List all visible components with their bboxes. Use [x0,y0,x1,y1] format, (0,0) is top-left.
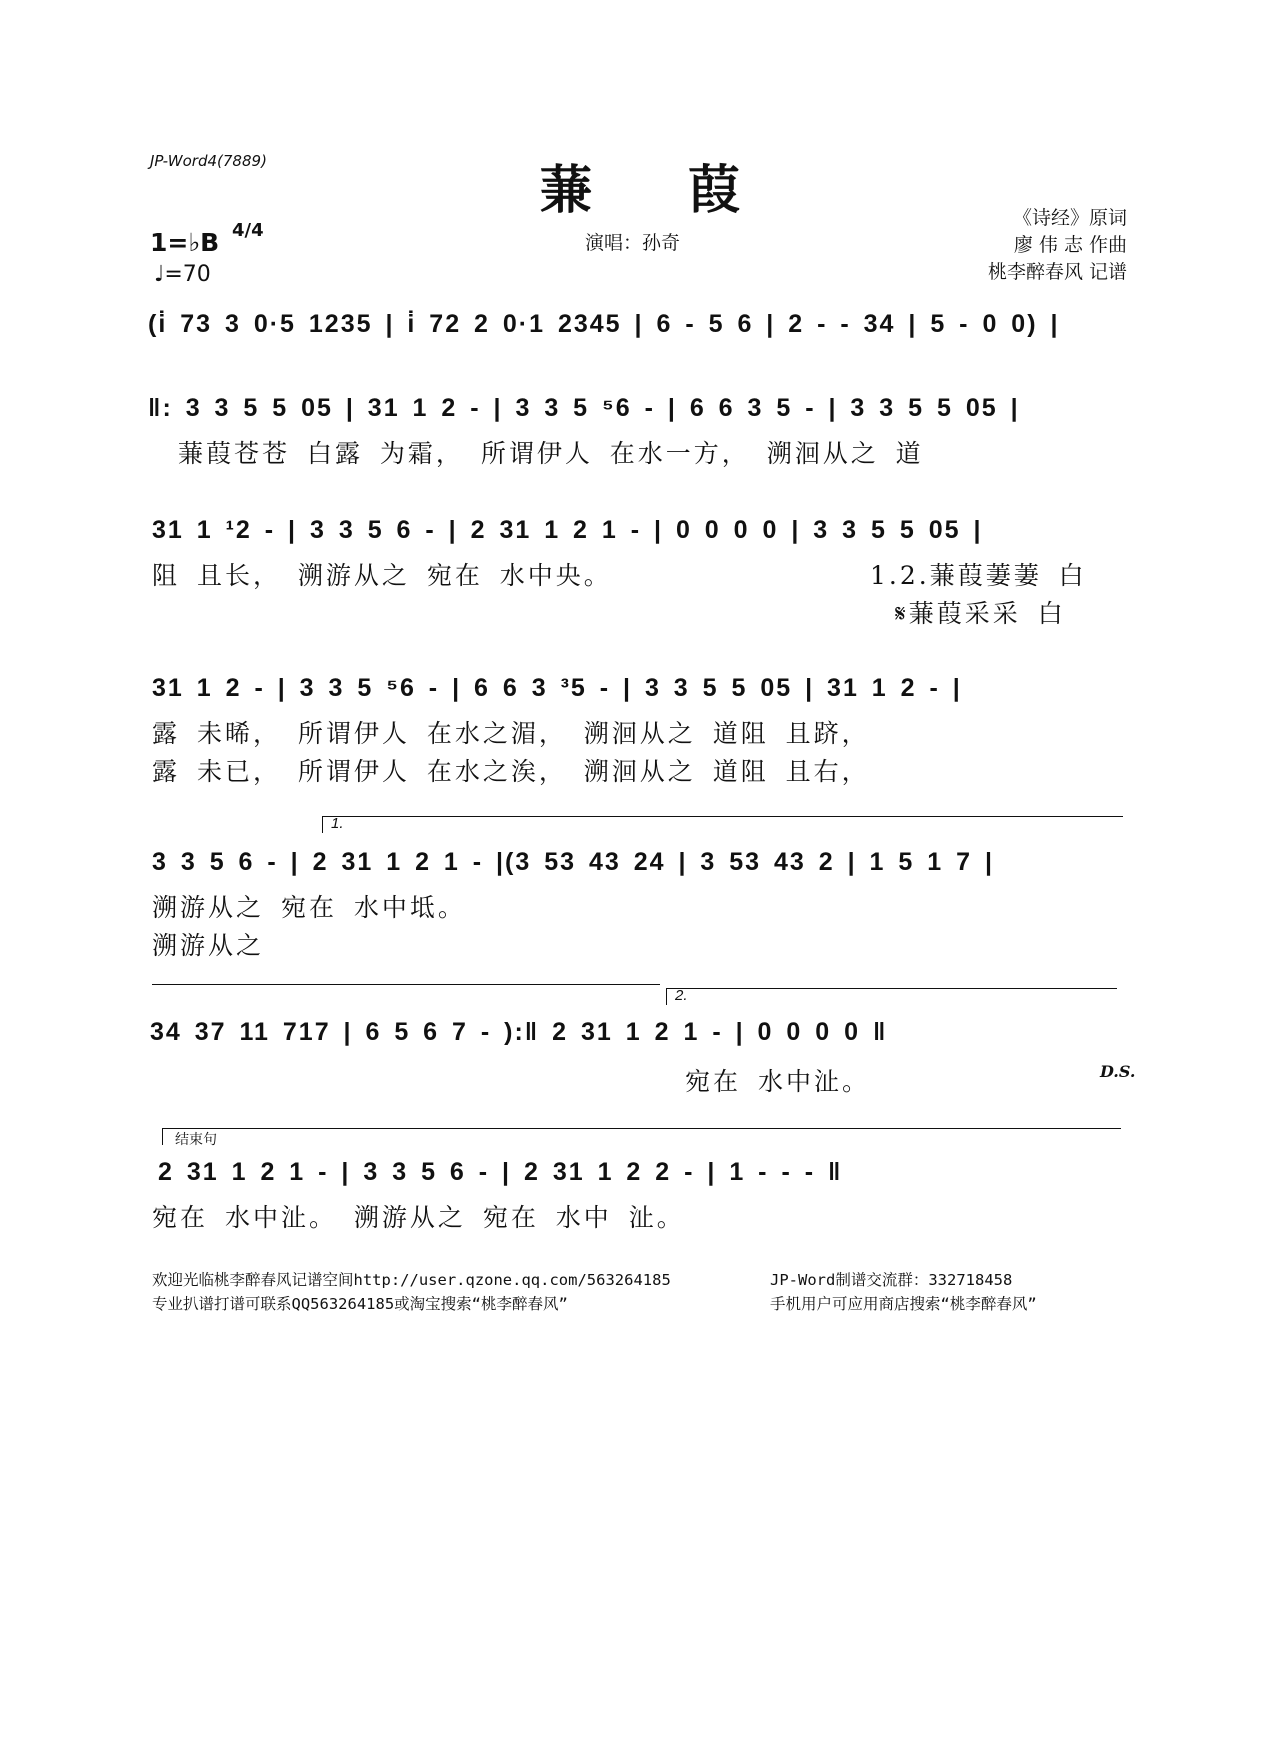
footer-contact: 专业扒谱打谱可联系QQ563264185或淘宝搜索“桃李醉春风” [152,1295,568,1313]
score-line-3-notes: 31 1 ¹2 - | 3 3 5 6 - | 2 31 1 2 1 - | 0 0 0 0 | 3 3 5 5 05 | [152,516,983,544]
score-line-6-lyrics: 宛在 水中沚。 [685,1067,870,1096]
key-signature: 1=♭B [150,228,220,257]
tempo-marking: ♩=70 [154,262,211,287]
time-signature-value: 4/4 [232,220,264,241]
score-line-5-notes: 3 3 5 6 - | 2 31 1 2 1 - |(3 53 43 24 | 3 53 43 2 | 1 5 1 7 | [152,848,994,876]
ending-phrase-bracket [162,1128,1121,1148]
score-line-4-lyrics-verse-2: 露 未已， 所谓伊人 在水之涘， 溯洄从之 道阻 且右， [152,757,870,786]
score-line-3-lyrics-segno: 𝄋蒹葭采采 白 [895,599,1066,628]
score-line-7-lyrics: 宛在 水中沚。 溯游从之 宛在 水中 沚。 [152,1203,685,1232]
first-ending-label: 1. [331,815,344,832]
lyricist-credit: 《诗经》原词 [1012,207,1127,229]
time-signature [232,222,264,240]
second-ending-bracket [666,988,1117,1005]
first-ending-continuation [152,984,660,1001]
score-line-1-notes: (i̇ 73 3 0·5 1235 | i̇ 72 2 0·1 2345 | 6 - 5 6 | 2 - - 34 | 5 - 0 0) | [148,310,1060,338]
score-line-3-lyrics-verse-1: 阻 且长， 溯游从之 宛在 水中央。 [152,561,612,590]
score-line-5-lyrics-verse-2: 溯游从之 [152,931,265,960]
score-line-7-notes: 2 31 1 2 1 - | 3 3 5 6 - | 2 31 1 2 2 - | 1 - - - ‖ [158,1158,843,1186]
score-line-2-notes: ‖: 3 3 5 5 05 | 31 1 2 - | 3 3 5 ⁵6 - | 6 6 3 5 - | 3 3 5 5 05 | [148,394,1020,422]
dal-segno-marking: D.S. [1100,1062,1136,1081]
footer-website: 欢迎光临桃李醉春风记谱空间http://user.qzone.qq.com/563264185 [152,1271,671,1289]
page-title: 蒹葭 [540,160,837,221]
transcriber-credit: 桃李醉春风 记谱 [987,261,1127,283]
score-line-4-lyrics-verse-1: 露 未晞， 所谓伊人 在水之湄， 溯洄从之 道阻 且跻， [152,719,870,748]
score-line-5-lyrics-verse-1: 溯游从之 宛在 水中坻。 [152,893,466,922]
footer-group: JP-Word制谱交流群：332718458 [770,1271,1013,1289]
score-line-4-notes: 31 1 2 - | 3 3 5 ⁵6 - | 6 6 3 ³5 - | 3 3 5 5 05 | 31 1 2 - | [152,674,962,702]
software-label: JP-Word4(7889) [150,152,267,170]
score-line-6-notes: 34 37 11 717 | 6 5 6 7 - ):‖ 2 31 1 2 1 - | 0 0 0 0 ‖ [150,1018,888,1046]
second-ending-label: 2. [675,987,688,1004]
score-line-3-lyrics-verse-2: 1.2.蒹葭萋萋 白 [870,561,1087,590]
first-ending-bracket [322,816,1123,833]
ending-phrase-label: 结束句 [175,1132,217,1148]
credits-block [988,205,1127,286]
footer-mobile: 手机用户可应用商店搜索“桃李醉春风” [770,1295,1037,1313]
singer-credit: 演唱：孙奇 [585,232,681,254]
score-line-2-lyrics: 蒹葭苍苍 白露 为霜， 所谓伊人 在水一方， 溯洄从之 道 [178,439,924,468]
composer-credit: 廖 伟 志 作曲 [1013,234,1127,256]
